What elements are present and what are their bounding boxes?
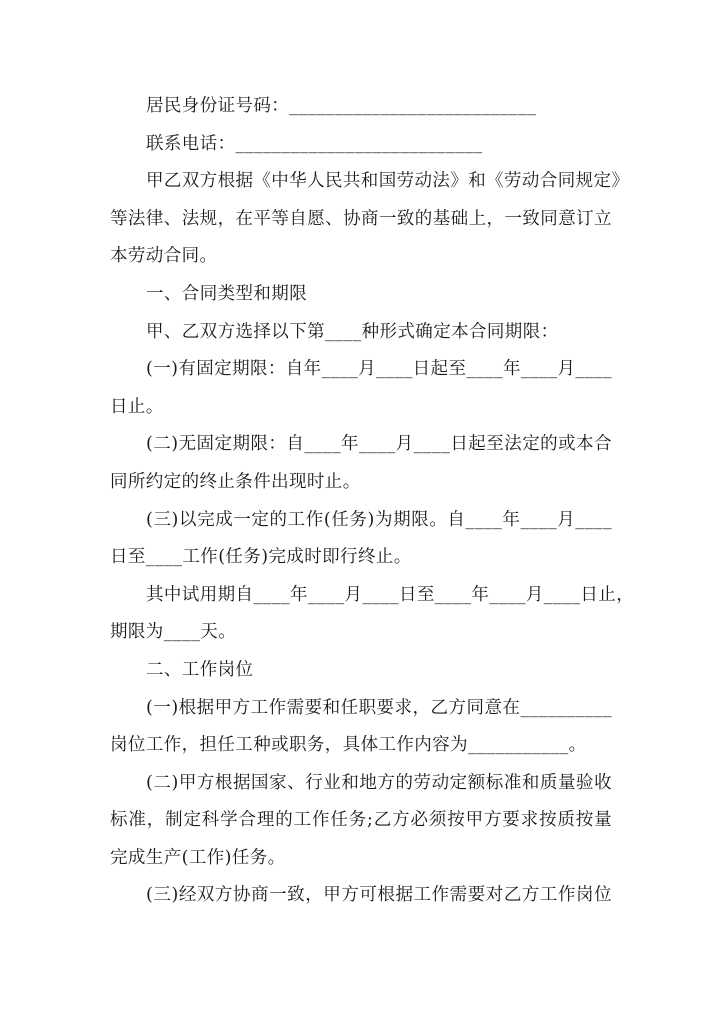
document-line: (三)经双方协商一致，甲方可根据工作需要对乙方工作岗位 — [146, 885, 612, 906]
document-line: 岗位工作，担任工种或职务，具体工作内容为___________。 — [110, 735, 587, 756]
document-line: 等法律、法规，在平等自愿、协商一致的基础上，一致同意订立 — [110, 208, 612, 229]
document-line: 标准，制定科学合理的工作任务;乙方必须按甲方要求按质按量 — [110, 810, 612, 831]
document-line: 居民身份证号码：___________________________ — [146, 96, 537, 116]
document-line: 完成生产(工作)任务。 — [110, 847, 286, 868]
document-line: 甲乙双方根据《中华人民共和国劳动法》和《劳动合同规定》 — [146, 171, 630, 192]
document-line: (二)无固定期限：自____年____月____日起至法定的或本合 — [146, 434, 612, 455]
document-page — [110, 88, 635, 915]
document-line: 期限为____天。 — [110, 622, 237, 643]
document-line: (二)甲方根据国家、行业和地方的劳动定额标准和质量验收 — [146, 772, 612, 793]
document-line: 一、合同类型和期限 — [146, 283, 308, 304]
document-line: (一)根据甲方工作需要和任职要求，乙方同意在__________ — [146, 697, 612, 718]
document-line: 日止。 — [110, 396, 164, 417]
document-line: 联系电话：___________________________ — [146, 133, 483, 154]
document-line: (三)以完成一定的工作(任务)为期限。自____年____月____ — [146, 509, 612, 530]
document-line: 甲、乙双方选择以下第____种形式确定本合同期限： — [146, 321, 559, 342]
document-line: 二、工作岗位 — [146, 659, 254, 680]
document-line: 同所约定的终止条件出现时止。 — [110, 471, 361, 492]
document-line: 其中试用期自____年____月____日至____年____月____日止， — [146, 584, 635, 605]
document-line: 本劳动合同。 — [110, 246, 218, 267]
document-line: (一)有固定期限：自年____月____日起至____年____月____ — [146, 359, 612, 380]
document-line: 日至____工作(任务)完成时即行终止。 — [110, 547, 412, 568]
